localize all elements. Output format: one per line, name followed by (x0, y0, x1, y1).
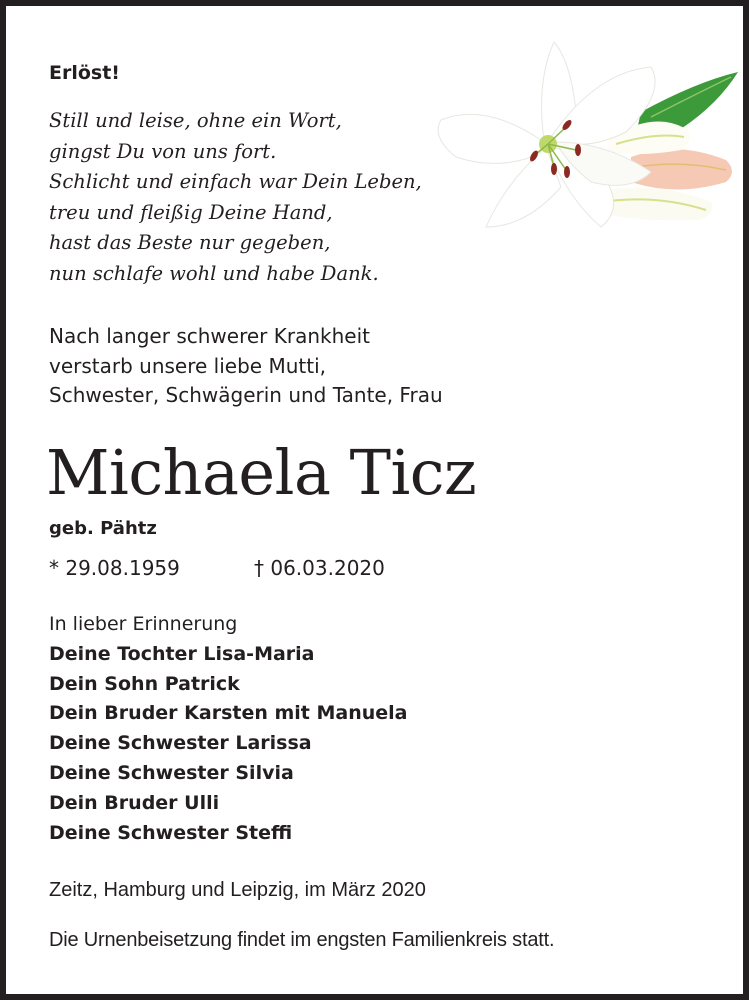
life-dates (49, 556, 385, 580)
burial-note: Die Urnenbeisetzung findet im engsten Familienkreis statt. (49, 929, 555, 951)
poem-line: hast das Beste nur gegeben, (49, 231, 331, 254)
mourner: Dein Sohn Patrick (49, 672, 240, 695)
heading: Erlöst! (49, 62, 120, 84)
poem-line: Still und leise, ohne ein Wort, (49, 109, 342, 132)
mourner: Deine Schwester Larissa (49, 732, 312, 755)
mourner: Deine Schwester Steffi (49, 821, 293, 844)
mourner: Deine Schwester Silvia (49, 761, 294, 784)
maiden-name: geb. Pähtz (49, 518, 157, 539)
poem (49, 106, 422, 289)
white-lily-flower-icon (426, 22, 746, 237)
poem-line: nun schlafe wohl und habe Dank. (49, 261, 379, 285)
mourner: Dein Bruder Karsten mit Manuela (49, 702, 408, 725)
mourner: Deine Tochter Lisa-Maria (49, 642, 315, 665)
mourners (49, 610, 408, 848)
deceased-name: Michaela Ticz (46, 436, 477, 509)
place-date: Zeitz, Hamburg und Leipzig, im März 2020 (49, 879, 426, 901)
intro-line: Schwester, Schwägerin und Tante, Frau (49, 383, 443, 407)
mourner: Dein Bruder Ulli (49, 791, 220, 814)
intro-text (49, 322, 443, 411)
intro-line: verstarb unsere liebe Mutti, (49, 353, 326, 378)
death-date: † 06.03.2020 (254, 556, 385, 580)
intro-line: Nach langer schwerer Krankheit (49, 324, 370, 348)
birth-date: * 29.08.1959 (49, 556, 180, 580)
poem-line: Schlicht und einfach war Dein Leben, (49, 170, 422, 193)
poem-line: treu und fleißig Deine Hand, (49, 200, 333, 224)
poem-line: gingst Du von uns fort. (49, 139, 277, 163)
mourners-intro: In lieber Erinnerung (49, 613, 238, 635)
